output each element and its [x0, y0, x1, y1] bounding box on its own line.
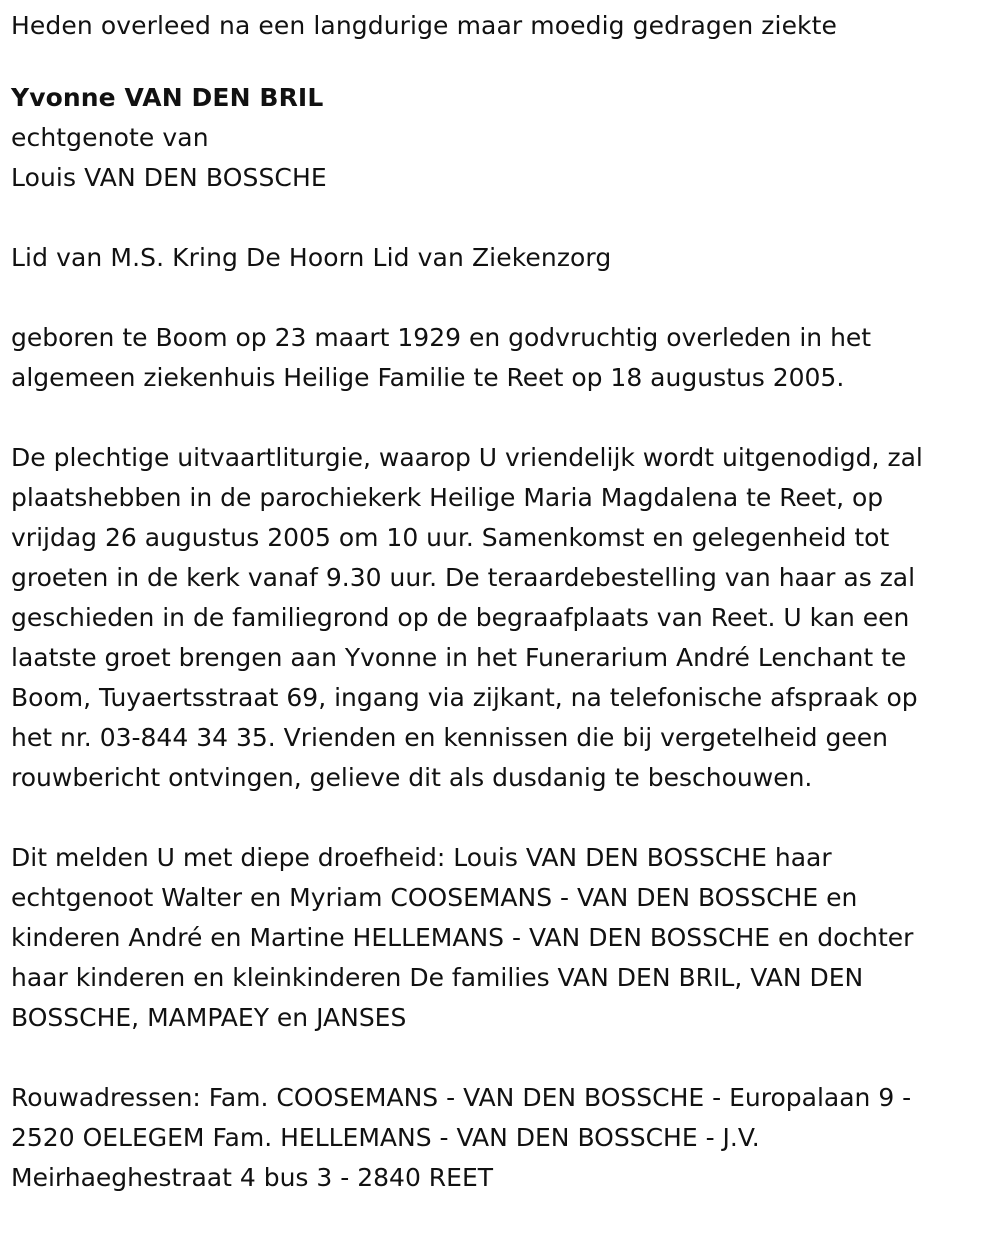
- memberships-text: Lid van M.S. Kring De Hoorn Lid van Ziekenzorg: [11, 243, 612, 272]
- intro-text: Heden overleed na een langdurige maar moedig gedragen ziekte: [11, 11, 838, 40]
- family-paragraph: [11, 838, 990, 1038]
- address-line: 2520 OELEGEM Fam. HELLEMANS - VAN DEN BOSSCHE - J.V.: [11, 1123, 760, 1152]
- birth-death-line: geboren te Boom op 23 maart 1929 en godvruchtig overleden in het: [11, 323, 872, 352]
- funeral-line: het nr. 03-844 34 35. Vrienden en kennissen die bij vergetelheid geen: [11, 723, 888, 752]
- birth-death-paragraph: [11, 318, 990, 398]
- family-line: BOSSCHE, MAMPAEY en JANSES: [11, 1003, 407, 1032]
- address-line: Rouwadressen: Fam. COOSEMANS - VAN DEN BOSSCHE - Europalaan 9 -: [11, 1083, 912, 1112]
- birth-death-line: algemeen ziekenhuis Heilige Familie te Reet op 18 augustus 2005.: [11, 363, 845, 392]
- funeral-paragraph: [11, 438, 990, 798]
- funeral-line: De plechtige uitvaartliturgie, waarop U vriendelijk wordt uitgenodigd, zal: [11, 443, 923, 472]
- funeral-line: rouwbericht ontvingen, gelieve dit als dusdanig te beschouwen.: [11, 763, 813, 792]
- relation-text: echtgenote van: [11, 123, 209, 152]
- family-line: haar kinderen en kleinkinderen De families VAN DEN BRIL, VAN DEN: [11, 963, 864, 992]
- deceased-name: Yvonne VAN DEN BRIL: [11, 83, 324, 112]
- funeral-line: geschieden in de familiegrond op de begraafplaats van Reet. U kan een: [11, 603, 910, 632]
- funeral-line: laatste groet brengen aan Yvonne in het Funerarium André Lenchant te: [11, 643, 907, 672]
- funeral-line: Boom, Tuyaertsstraat 69, ingang via zijkant, na telefonische afspraak op: [11, 683, 918, 712]
- funeral-line: vrijdag 26 augustus 2005 om 10 uur. Samenkomst en gelegenheid tot: [11, 523, 890, 552]
- addresses-paragraph: [11, 1078, 990, 1198]
- address-line: Meirhaeghestraat 4 bus 3 - 2840 REET: [11, 1163, 494, 1192]
- family-line: Dit melden U met diepe droefheid: Louis VAN DEN BOSSCHE haar: [11, 843, 832, 872]
- spouse-name: Louis VAN DEN BOSSCHE: [11, 163, 327, 192]
- funeral-line: groeten in de kerk vanaf 9.30 uur. De teraardebestelling van haar as zal: [11, 563, 916, 592]
- funeral-line: plaatshebben in de parochiekerk Heilige Maria Magdalena te Reet, op: [11, 483, 884, 512]
- family-line: kinderen André en Martine HELLEMANS - VAN DEN BOSSCHE en dochter: [11, 923, 914, 952]
- family-line: echtgenoot Walter en Myriam COOSEMANS - VAN DEN BOSSCHE en: [11, 883, 858, 912]
